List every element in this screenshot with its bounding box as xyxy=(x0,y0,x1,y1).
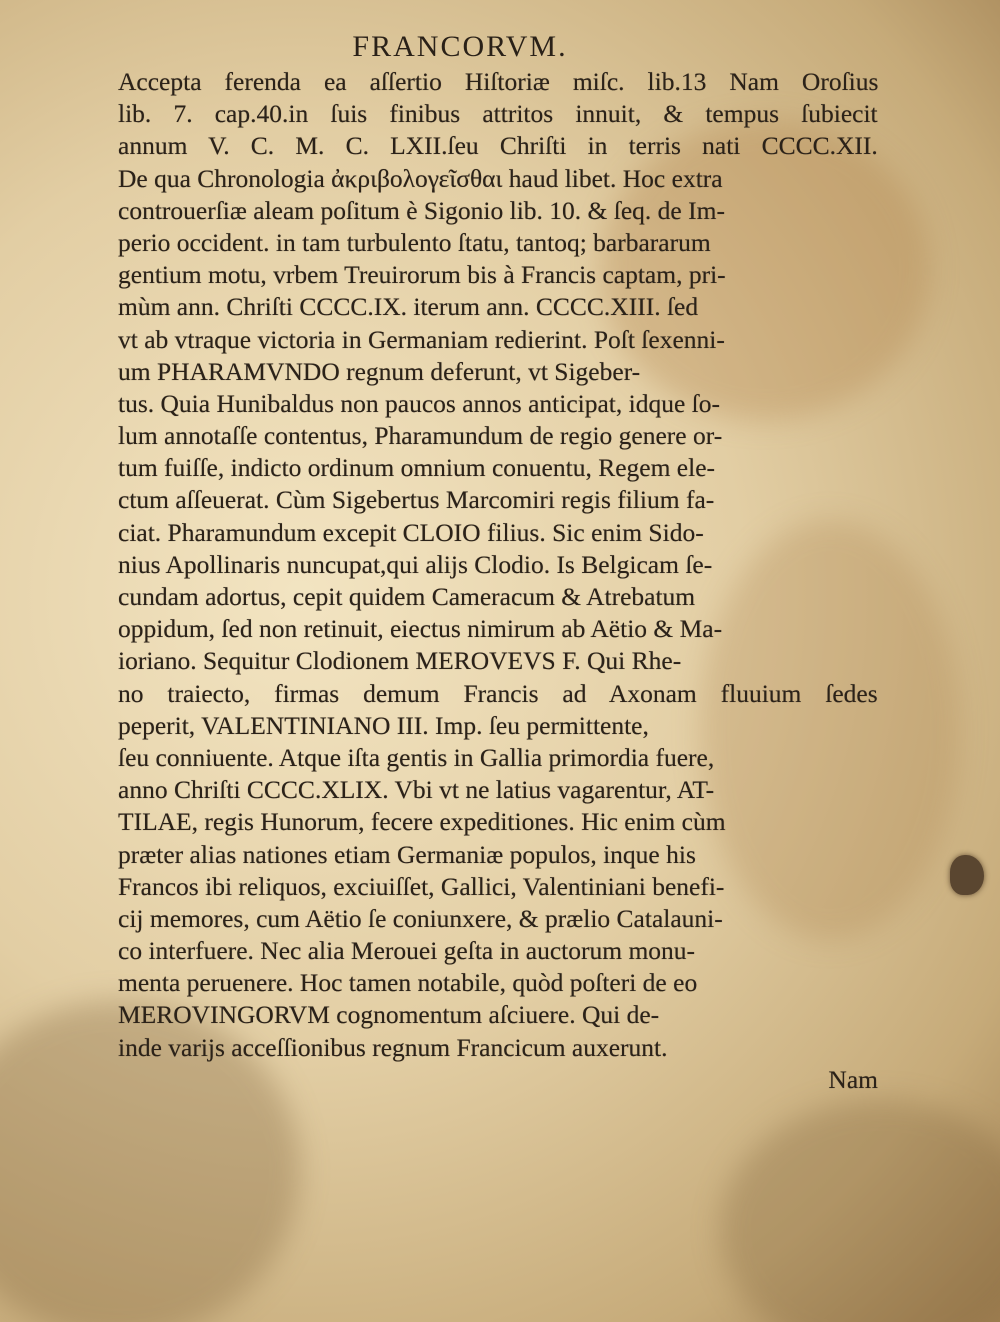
text-line: lib. 7. cap.40.in ſuis finibus attritos innuit, & tempus ſubiecit xyxy=(118,99,878,129)
running-head xyxy=(0,30,1000,64)
paper-stain xyxy=(720,1100,1000,1322)
text-line: vt ab vtraque victoria in Germaniam redierint. Poſt ſexenni- xyxy=(118,324,725,354)
text-line: um PHARAMVNDO regnum deferunt, vt Sigeber- xyxy=(118,356,641,386)
text-line: mùm ann. Chriſti CCCC.IX. iterum ann. CCCC.XIII. ſed xyxy=(118,292,699,322)
text-line: TILAE, regis Hunorum, fecere expeditiones. Hic enim cùm xyxy=(118,807,726,837)
text-line: co interfuere. Nec alia Merouei geſta in auctorum monu- xyxy=(118,936,696,966)
text-line: inde varijs acceſſionibus regnum Francicum auxerunt. xyxy=(118,1032,668,1062)
running-head-text: FRANCORVM. xyxy=(352,30,568,63)
text-line: gentium motu, vrbem Treuirorum bis à Francis captam, pri- xyxy=(118,260,726,290)
text-line: menta peruenere. Hoc tamen notabile, quòd poſteri de eo xyxy=(118,968,698,998)
text-line: De qua Chronologia ἀκριβολογεῖσθαι haud libet. Hoc extra xyxy=(118,163,723,193)
text-line: cij memores, cum Aëtio ſe coniunxere, & prælio Catalauni- xyxy=(118,903,723,933)
text-line: ciat. Pharamundum excepit CLOIO filius. Sic enim Sido- xyxy=(118,517,704,547)
text-line: MEROVINGORVM cognomentum aſciuere. Qui de- xyxy=(118,1000,660,1030)
text-line: Francos ibi reliquos, exciuiſſet, Gallici, Valentiniani benefi- xyxy=(118,871,725,901)
text-line: no traiecto, firmas demum Francis ad Axonam fluuium ſedes xyxy=(118,678,878,708)
text-line: perio occident. in tam turbulento ſtatu, tantoq; barbararum xyxy=(118,227,711,257)
text-line: tum fuiſſe, indicto ordinum omnium conuentu, Regem ele- xyxy=(118,453,716,483)
text-line: cundam adortus, cepit quidem Cameracum & Atrebatum xyxy=(118,582,696,611)
text-line: ctum aſſeuerat. Cùm Sigebertus Marcomiri regis filium fa- xyxy=(118,485,715,515)
text-line: peperit, VALENTINIANO III. Imp. ſeu permittente, xyxy=(118,710,649,740)
body-text xyxy=(118,66,878,1096)
text-line: Accepta ferenda ea aſſertio Hiſtoriæ miſc. lib.13 Nam Oroſius xyxy=(118,67,879,96)
text-line: controuerſiæ aleam poſitum è Sigonio lib. 10. & ſeq. de Im- xyxy=(118,195,725,225)
text-line: ioriano. Sequitur Clodionem MEROVEVS F. Qui Rhe- xyxy=(118,646,682,676)
text-line: anno Chriſti CCCC.XLIX. Vbi vt ne latius vagarentur, AT- xyxy=(118,775,715,805)
text-line: oppidum, ſed non retinuit, eiectus nimirum ab Aëtio & Ma- xyxy=(118,614,723,644)
catchword: Nam xyxy=(828,1064,878,1094)
ink-blot xyxy=(950,855,984,895)
text-line: ſeu conniuente. Atque iſta gentis in Gallia primordia fuere, xyxy=(118,742,715,772)
text-line: præter alias nationes etiam Germaniæ populos, inque his xyxy=(118,839,696,869)
text-line: lum annotaſſe contentus, Pharamundum de regio genere or- xyxy=(118,421,723,451)
text-line: nius Apollinaris nuncupat,qui alijs Clodio. Is Belgicam ſe- xyxy=(118,549,713,579)
text-line: tus. Quia Hunibaldus non paucos annos anticipat, idque ſo- xyxy=(118,388,720,418)
text-line: annum V. C. M. C. LXII.ſeu Chriſti in terris nati CCCC.XII. xyxy=(118,131,878,161)
